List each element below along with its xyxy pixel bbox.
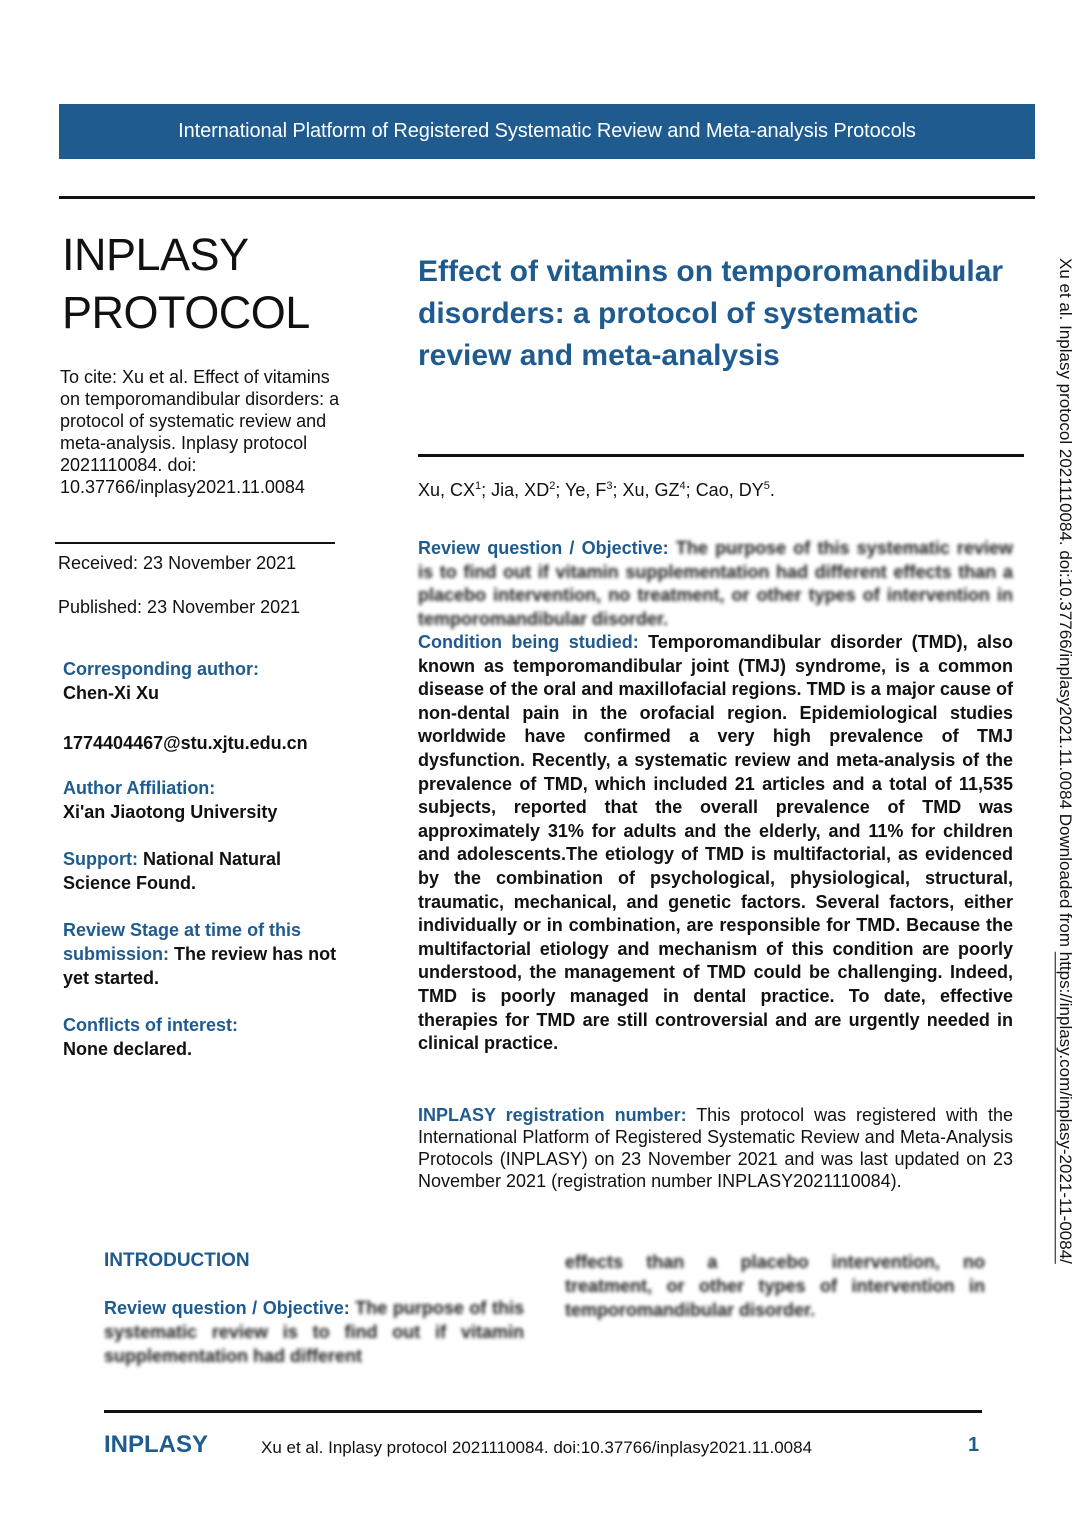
support xyxy=(63,847,343,895)
stage-label: Review Stage at time of this submission: xyxy=(63,920,302,964)
brand-title xyxy=(62,226,310,342)
registration-number xyxy=(418,1104,1013,1192)
support-value: National Natural Science Found. xyxy=(63,849,282,893)
author: Cao, $DY^5$. xyxy=(695,480,775,500)
corresponding-label: Corresponding author: xyxy=(63,659,259,679)
intro-review-label: Review question / Objective: xyxy=(104,1298,350,1318)
support-label: Support: xyxy=(63,849,138,869)
banner-text: International Platform of Registered Systematic Review and Meta-analysis Protocols xyxy=(178,120,916,142)
author-email[interactable]: 1774404467@stu.xjtu.edu.cn xyxy=(63,733,308,753)
conflicts-of-interest xyxy=(63,1013,343,1061)
stage-value: The review has not yet started. xyxy=(63,944,337,988)
condition-studied xyxy=(418,631,1013,1056)
conflicts-label: Conflicts of interest: xyxy=(63,1015,239,1035)
page-number: 1 xyxy=(968,1434,980,1456)
brand-line-1: INPLASY xyxy=(62,229,249,280)
corresponding-author xyxy=(63,657,343,705)
citation: To cite: Xu et al. Effect of vitamins on temporomandibular disorders: a protocol of systematic review and meta-analysis. Inplasy protocol 2021110084. doi: 10.37766/inplasy2021.11.0084 xyxy=(60,367,340,497)
corresponding-name: Chen-Xi Xu xyxy=(63,683,160,703)
intro-right-column-obscured: effects than a placebo intervention, no treatment, or other types of intervention in temporomandibular disorder. xyxy=(565,1252,985,1320)
brand-line-2: PROTOCOL xyxy=(62,287,310,338)
registration-label: INPLASY registration number: xyxy=(418,1105,687,1125)
affiliation-label: Author Affiliation: xyxy=(63,778,216,798)
footer-rule xyxy=(104,1410,982,1413)
review-question-label: Review question / Objective: xyxy=(418,538,669,558)
introduction-heading: INTRODUCTION xyxy=(104,1250,250,1271)
footer-brand: INPLASY xyxy=(104,1431,209,1458)
intro-review-question xyxy=(104,1296,524,1368)
author: Xu, $CX^1$; xyxy=(418,480,492,500)
review-question xyxy=(418,537,1013,631)
download-link[interactable]: https://inplasy.com/inplasy-2021-11-0084/ xyxy=(1056,951,1075,1264)
conflicts-value: None declared. xyxy=(63,1039,193,1059)
footer-citation: Xu et al. Inplasy protocol 2021110084. doi:10.37766/inplasy2021.11.0084 xyxy=(261,1438,813,1457)
condition-text: Temporomandibular disorder (TMD), also known as temporomandibular joint (TMJ) syndrome, is a common disease of the oral and maxillofacial regions. TMD is a major cause of non-dental pain in the orofacial region. Epidemiological studies worldwide have confirmed a very high prevalence of TMJ dysfunction. Recently, a systematic review and meta-analysis of the prevalence of TMD, which included 21 articles and a total of 11,535 subjects, reported that the overall prevalence of TMD was approximately 31% for adults and the elderly, and 11% for children and adolescents.The etiology of TMD is multifactorial, as evidenced by the combination of psychological, physiological, structural, traumatic, mechanical, and genetic factors. Several factors, either individually or in combination, are responsible for TMD. Because the multifactorial etiology and mechanism of this condition are poorly understood, the management of TMD could be challenging. Indeed, TMD is poorly managed in dental practice. To date, effective therapies for TMD are still controversial and are urgently needed in clinical practice. xyxy=(418,632,1013,1054)
article-title: Effect of vitamins on temporomandibular disorders: a protocol of systematic review and meta-analysis xyxy=(418,255,1004,372)
affiliation-value: Xi'an Jiaotong University xyxy=(63,802,278,822)
review-stage xyxy=(63,918,343,990)
author-affiliation xyxy=(63,776,343,824)
top-rule xyxy=(59,196,1035,199)
vertical-download-note xyxy=(1055,258,1075,1264)
author-list xyxy=(418,480,775,501)
review-question-text-obscured: The purpose of this systematic review is to find out if vitamin supplementation had different effects than a placebo intervention, no treatment, or other types of intervention in temporomandibular disorder. xyxy=(418,538,1013,629)
intro-review-text-obscured: The purpose of this systematic review is to find out if vitamin supplementation had different xyxy=(104,1298,524,1366)
header-banner xyxy=(59,104,1035,159)
left-rule xyxy=(55,542,335,544)
registration-text: This protocol was registered with the International Platform of Registered Systematic Review and Meta-Analysis Protocols (INPLASY) on 23 November 2021 and was last updated on 23 November 2021 (registration number INPLASY2021110084). xyxy=(418,1105,1013,1191)
title-rule xyxy=(418,454,1024,457)
received-date: Received: 23 November 2021 xyxy=(58,553,297,573)
vertical-note-text: Xu et al. Inplasy protocol 2021110084. doi:10.37766/inplasy2021.11.0084 Downloaded from xyxy=(1056,258,1075,952)
published-date: Published: 23 November 2021 xyxy=(58,597,301,617)
author: Ye, $F^3$; xyxy=(565,480,623,500)
author: Xu, $GZ^4$; xyxy=(622,480,696,500)
condition-label: Condition being studied: xyxy=(418,632,639,652)
author: Jia, $XD^2$; xyxy=(491,480,566,500)
